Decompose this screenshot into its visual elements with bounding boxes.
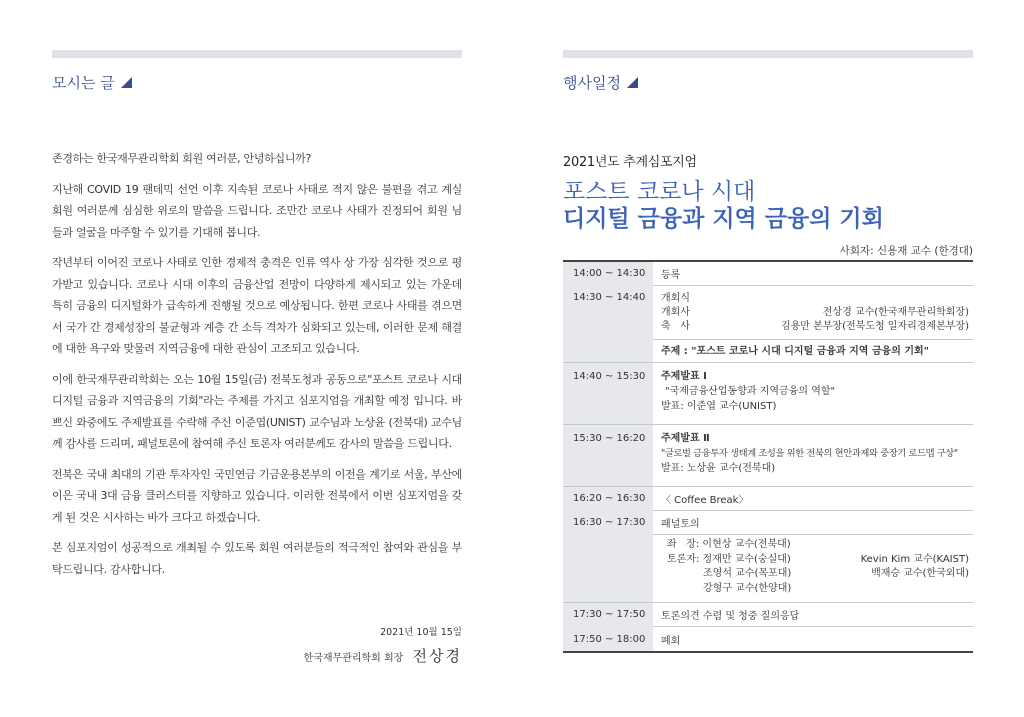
letter-column <box>52 0 462 93</box>
schedule-row <box>563 627 973 651</box>
section-title-letter <box>52 72 462 93</box>
schedule-item: 폐회 <box>661 635 681 647</box>
event-title-line2: 디지털 금융과 지역 금융의 기회 <box>563 206 884 232</box>
schedule-time: 16:30 ~ 17:30 <box>563 511 653 535</box>
schedule-row <box>563 535 973 603</box>
opening-label: 개회식 <box>661 293 690 304</box>
schedule-row <box>563 603 973 627</box>
letter-paragraph: 전북은 국내 최대의 기관 투자자인 국민연금 기금운용본부의 이전을 계기로 서울, 부산에 이은 국내 3대 금융 클러스터를 지향하고 있습니다. 이러한 전북에서 이번 심포지엄을 갖게 된 것은 시사하는 바가 크다고 하겠습니다. <box>52 467 462 524</box>
panelist: Kevin Kim 교수(KAIST) <box>860 553 969 565</box>
opening-speech-speaker: 전상경 교수(한국재무관리학회장) <box>822 307 969 318</box>
schedule-time: 15:30 ~ 16:20 <box>563 425 653 486</box>
letter-paragraph: 본 심포지엄이 성공적으로 개최될 수 있도록 회원 여러분들의 적극적인 참여와 관심을 부탁드립니다. 감사합니다. <box>52 541 462 576</box>
section-title-schedule-text: 행사일정 <box>563 74 621 92</box>
letter-body <box>52 148 462 589</box>
schedule-time: 14:40 ~ 15:30 <box>563 363 653 424</box>
presentation-title: "국제금융산업동향과 지역금융의 역할" <box>665 386 836 397</box>
section-title-schedule <box>563 72 973 93</box>
congrats-row <box>661 320 973 334</box>
event-title-line1: 포스트 코로나 시대 <box>563 179 756 205</box>
section-title-letter-text: 모시는 글 <box>52 74 115 92</box>
header-bar-right <box>563 50 973 58</box>
letter-paragraph: 이에 한국재무관리학회는 오는 10월 15일(금) 전북도청과 공동으로"포스트 코로나 시대 디지털 금융과 지역금융의 기회"라는 주제를 가지고 심포지엄을 개최할 예정 입니다. 바쁘신 와중에도 주제발표를 수락해 주신 이준엽(UNIST) 교수님과 노상윤 (전북대) 교수님께 감사를 드리며, 패널토론에 참여해 주신 토론자 여러분께도 감사의 말씀을 드립니다. <box>52 372 462 450</box>
schedule-item: 패널토의 <box>661 519 700 530</box>
header-bar-left <box>52 50 462 58</box>
symposium-theme: 주제 : "포스트 코로나 시대 디지털 금융과 지역 금융의 기회" <box>653 339 973 359</box>
schedule-time: 16:20 ~ 16:30 <box>563 487 653 511</box>
triangle-icon <box>627 77 638 88</box>
panel-members <box>653 535 973 602</box>
schedule-time-empty <box>563 535 653 602</box>
event-subtitle: 2021년도 추계심포지엄 <box>563 155 697 170</box>
schedule-row <box>563 262 973 286</box>
schedule-time: 17:50 ~ 18:00 <box>563 627 653 651</box>
presenter: 발표: 노상윤 교수(전북대) <box>661 463 776 474</box>
panelist: 강형구 교수(한양대) <box>703 582 792 594</box>
panelist: 백재승 교수(한국외대) <box>871 568 969 579</box>
letter-paragraph: 지난해 COVID 19 팬데믹 선언 이후 지속된 코로나 사태로 적지 않은 불편을 겪고 계실 회원 여러분께 심심한 위로의 말씀을 드립니다. 조만간 코로나 사태가 진정되어 회원 님들과 얼굴을 마주할 수 있기를 기대해 봅니다. <box>52 182 462 239</box>
schedule-item: 〈 Coffee Break〉 <box>661 495 749 506</box>
presenter: 발표: 이준엽 교수(UNIST) <box>661 401 777 412</box>
congrats-speaker: 김용만 본부장(전북도청 일자리경제본부장) <box>780 321 969 332</box>
panel-row <box>667 567 973 582</box>
opening-speech-label: 개회사 <box>661 307 690 318</box>
schedule-item <box>653 363 973 424</box>
schedule-item: 토론의견 수렴 및 청중 질의응답 <box>661 611 800 622</box>
presentation-heading: 주제발표 Ⅱ <box>661 433 710 444</box>
schedule-row <box>563 487 973 511</box>
schedule-item <box>653 425 973 486</box>
letter-signature <box>52 645 462 666</box>
schedule-row <box>563 363 973 425</box>
schedule-item <box>653 286 973 362</box>
opening-speech-row <box>661 306 973 320</box>
schedule-row <box>563 511 973 535</box>
letter-paragraph: 존경하는 한국재무관리학회 회원 여러분, 안녕하십니까? <box>52 152 312 165</box>
panelist: 조영석 교수(목포대) <box>703 568 792 579</box>
letter-date: 2021년 10월 15일 <box>380 627 462 638</box>
panelist: 토론자: 정재만 교수(숭실대) <box>667 553 791 565</box>
congrats-label: 축 사 <box>661 321 690 332</box>
moderator: 사회자: 신용재 교수 (한경대) <box>839 245 973 257</box>
signer-name: 전상경 <box>412 647 462 665</box>
triangle-icon <box>121 77 132 88</box>
schedule-table <box>563 260 973 653</box>
presentation-title: "글로벌 금융투자 생태계 조성을 위한 전북의 현안과제와 중장기 로드맵 구상" <box>661 448 958 459</box>
signer-title: 한국재무관리학회 회장 <box>303 653 404 664</box>
schedule-time: 14:30 ~ 14:40 <box>563 286 653 362</box>
schedule-time: 17:30 ~ 17:50 <box>563 603 653 627</box>
panel-chair: 좌 장: 이현상 교수(전북대) <box>667 539 791 550</box>
schedule-row <box>563 286 973 363</box>
panel-row <box>667 553 973 568</box>
schedule-item: 등록 <box>661 270 681 281</box>
schedule-time: 14:00 ~ 14:30 <box>563 262 653 286</box>
letter-paragraph: 작년부터 이어진 코로나 사태로 인한 경제적 충격은 인류 역사 상 가장 심각한 것으로 평가받고 있습니다. 코로나 시대 이후의 금융산업 전망이 다양하게 제시되고 있는 가운데 특히 금융의 디지털화가 급속하게 진행될 것으로 예상됩니다. 한편 코로나 사태를 겪으면서 국가 간 경제성장의 불균형과 계층 간 소득 격차가 심화되고 있는데, 이러한 문제 해결에 대한 욕구와 맞물려 지역금융에 대한 관심이 고조되고 있습니다. <box>52 256 462 355</box>
schedule-column <box>563 0 973 93</box>
schedule-row <box>563 425 973 487</box>
presentation-heading: 주제발표 Ⅰ <box>661 371 707 382</box>
